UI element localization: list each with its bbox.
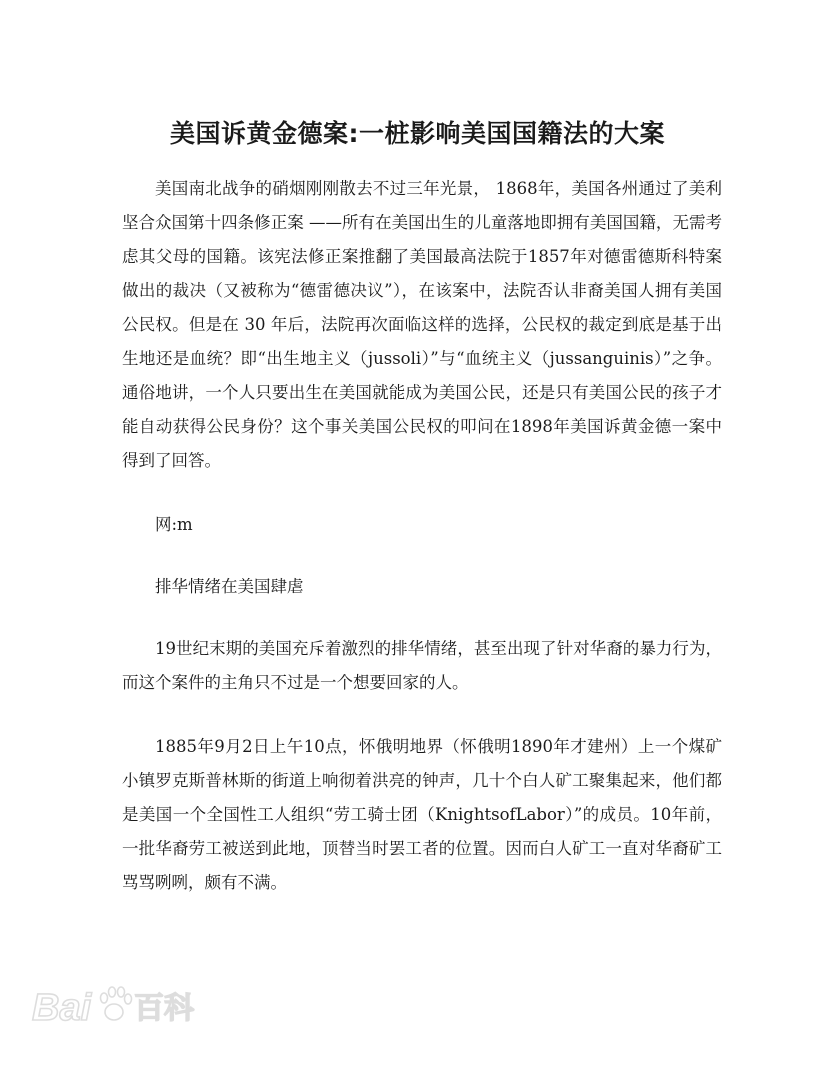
baidu-logo [30,968,210,1038]
paragraph-event: 1885年9月2日上午10点，怀俄明地界（怀俄明1890年才建州）上一个煤矿小镇罗克斯普林斯的街道上响彻着洪亮的钟声，几十个白人矿工聚集起来，他们都是美国一个全国性工人组织“劳工骑士团（KnightsofLabor）”的成员。10年前，一批华裔劳工被送到此地，顶替当时罢工者的位置。因而白人矿工一直对华裔矿工骂骂咧咧，颇有不满。 [122,737,722,892]
paragraph-context: 19世纪末期的美国充斥着激烈的排华情绪，甚至出现了针对华裔的暴力行为，而这个案件的主角只不过是一个想要回家的人。 [122,639,722,692]
paw-icon [101,987,132,1020]
watermark-brand-cn: 百科 [134,991,194,1026]
paragraph-source: 网:m [155,515,193,534]
section-heading: 排华情绪在美国肆虐 [155,577,304,596]
baidu-watermark [30,968,210,1038]
paragraph-intro: 美国南北战争的硝烟刚刚散去不过三年光景， 1868年，美国各州通过了美利坚合众国第十四条修正案 ——所有在美国出生的儿童落地即拥有美国国籍，无需考虑其父母的国籍。该宪法修正案推翻了美国最高法院于1857年对德雷德斯科特案做出的裁决（又被称为“德雷德决议”），在该案中，法院否认非裔美国人拥有美国公民权。但是在 30 年后，法院再次面临这样的选择，公民权的裁定到底是基于出生地还是血统？即“出生地主义（jussoli）”与“血统主义（jussanguinis）”之争。通俗地讲，一个人只要出生在美国就能成为美国公民，还是只有美国公民的孩子才能自动获得公民身份？这个事关美国公民权的叩问在1898年美国诉黄金德一案中得到了回答。 [122,179,722,470]
document-title: 美国诉黄金德案:一桩影响美国国籍法的大案 [170,119,665,148]
document-body [122,172,722,930]
watermark-brand: Bai [32,987,92,1029]
